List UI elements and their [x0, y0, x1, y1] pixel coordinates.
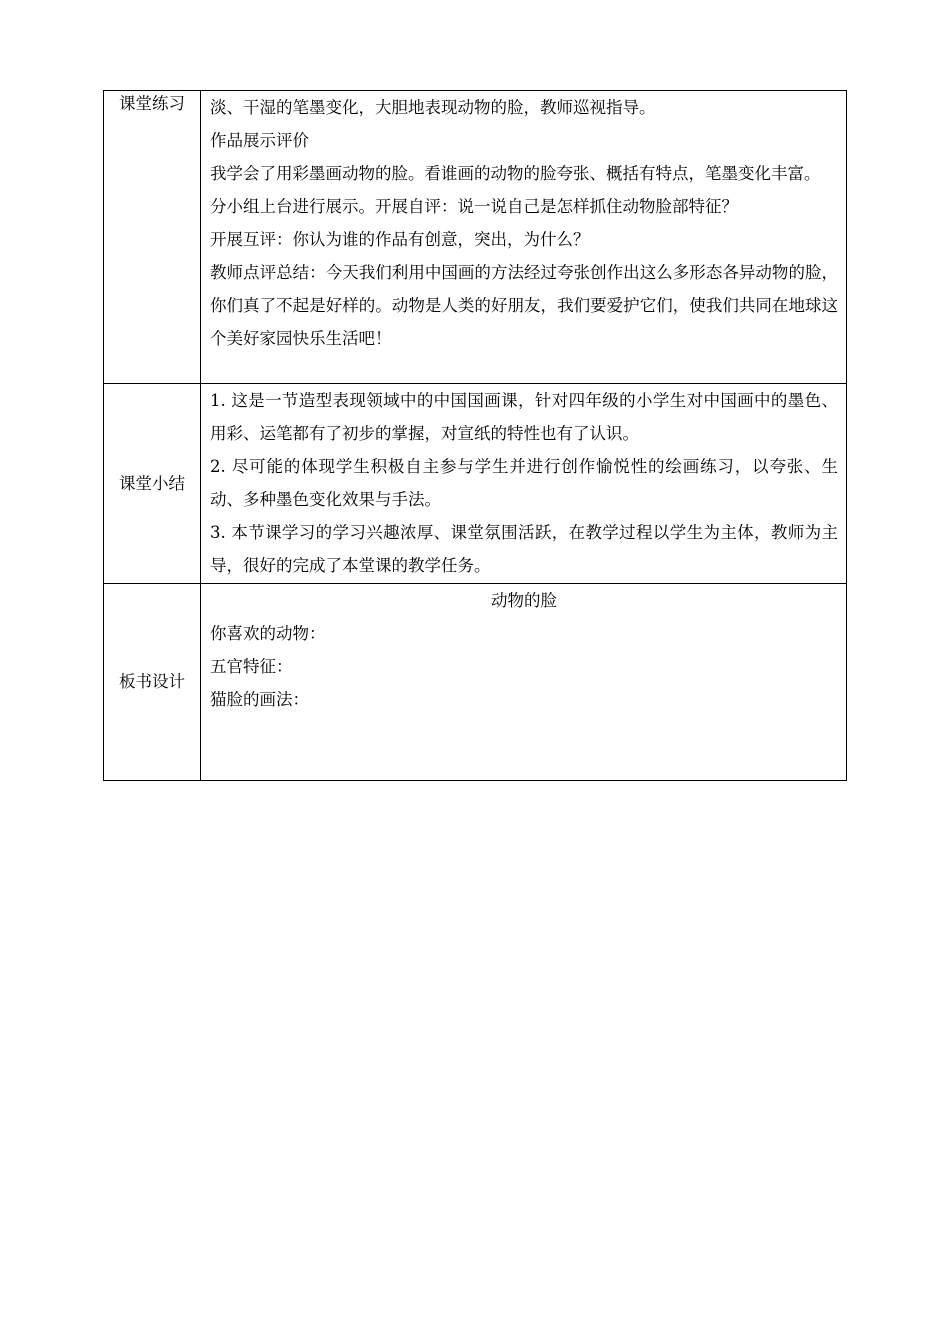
board-content: [201, 584, 847, 781]
board-title: 动物的脸: [491, 591, 557, 610]
paragraph: 3. 本节课学习的学习兴趣浓厚、课堂氛围活跃，在教学过程以学生为主体，教师为主导，很好的完成了本堂课的教学任务。: [210, 523, 838, 575]
table-row-practice: [104, 91, 847, 384]
paragraph: 作品展示评价: [210, 131, 309, 150]
table-row-summary: [104, 384, 847, 584]
table-row-board: [104, 584, 847, 781]
practice-content: [201, 91, 847, 384]
lesson-plan-table: [103, 90, 847, 781]
summary-content: [201, 384, 847, 584]
row-label: 板书设计: [104, 584, 201, 781]
paragraph: 我学会了用彩墨画动物的脸。看谁画的动物的脸夸张、概括有特点，笔墨变化丰富。: [210, 164, 821, 183]
board-line: 五官特征：: [210, 657, 293, 676]
paragraph: 淡、干湿的笔墨变化，大胆地表现动物的脸，教师巡视指导。: [210, 98, 656, 117]
board-line: 你喜欢的动物：: [210, 624, 326, 643]
paragraph: 分小组上台进行展示。开展自评：说一说自己是怎样抓住动物脸部特征？: [210, 197, 738, 216]
row-label: 课堂练习: [104, 91, 201, 384]
paragraph: 1. 这是一节造型表现领域中的中国国画课，针对四年级的小学生对中国画中的墨色、用彩、运笔都有了初步的掌握，对宣纸的特性也有了认识。: [210, 391, 838, 443]
paragraph: 教师点评总结：今天我们利用中国画的方法经过夸张创作出这么多形态各异动物的脸，你们真了不起是好样的。动物是人类的好朋友，我们要爱护它们，使我们共同在地球这个美好家园快乐生活吧！: [210, 263, 838, 348]
row-label: 课堂小结: [104, 384, 201, 584]
paragraph: 开展互评：你认为谁的作品有创意，突出，为什么？: [210, 230, 590, 249]
paragraph: 2. 尽可能的体现学生积极自主参与学生并进行创作愉悦性的绘画练习，以夸张、生动、多种墨色变化效果与手法。: [210, 457, 838, 509]
board-line: 猫脸的画法：: [210, 690, 309, 709]
